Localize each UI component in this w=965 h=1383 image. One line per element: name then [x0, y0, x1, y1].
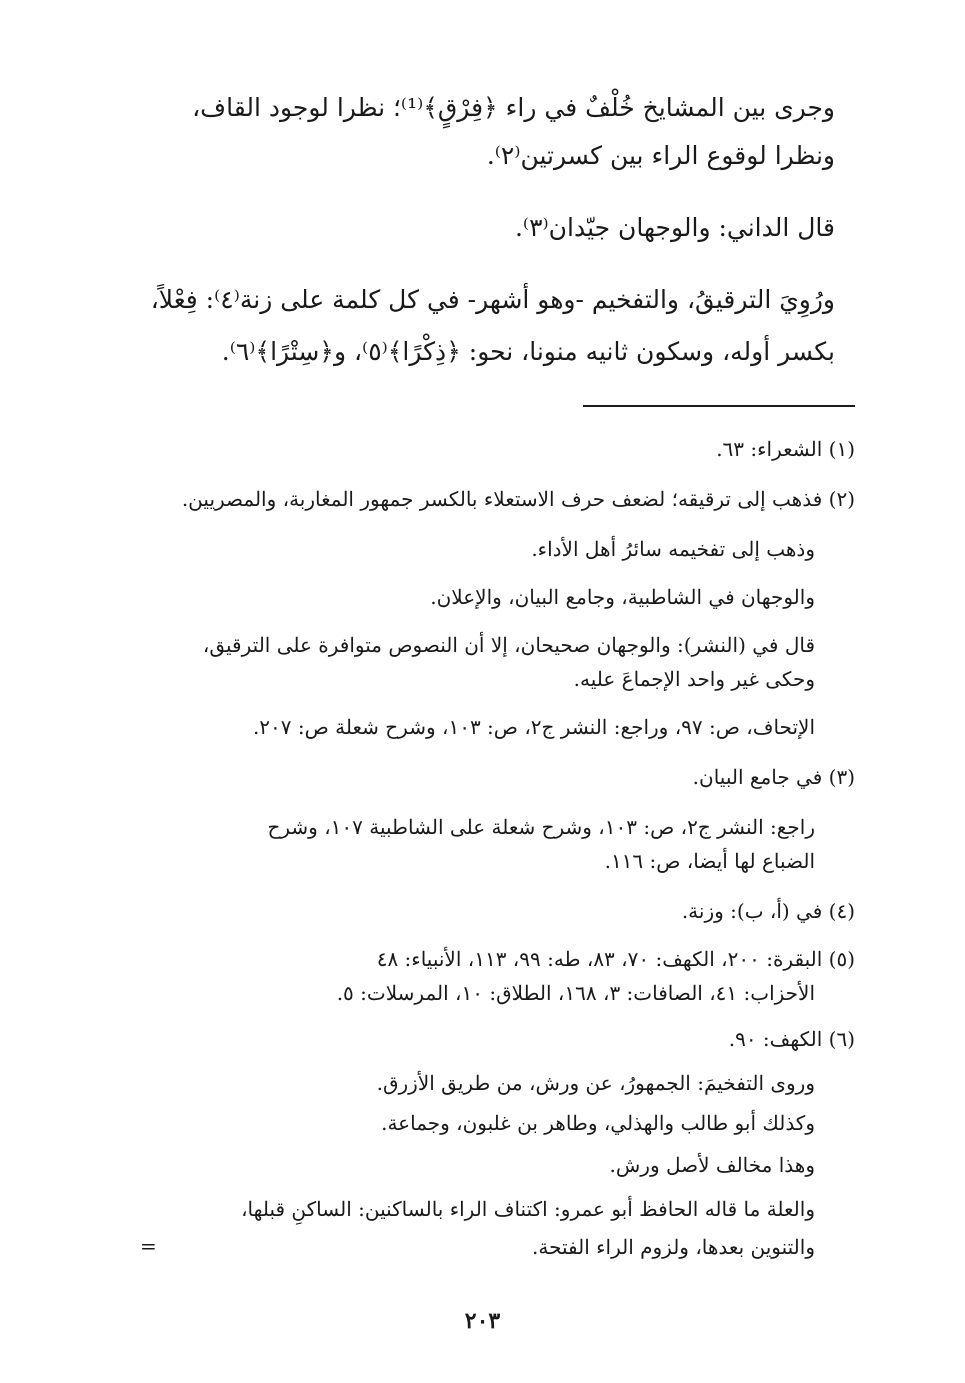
footnote-3-line-2: راجع: النشر ج٢، ص: ١٠٣، وشرح شعلة على الشاطبية ١٠٧، وشرح: [267, 815, 815, 839]
footnote-separator: [583, 405, 855, 407]
body-line-5: بكسر أوله، وسكون ثانيه منونا، نحو: ﴿ذِكْرًا﴾⁽٥⁾، و﴿سِتْرًا﴾⁽٦⁾.: [221, 337, 835, 366]
footnote-2: (٢) فذهب إلى ترقيقه؛ لضعف حرف الاستعلاء بالكسر جمهور المغاربة، والمصريين.: [181, 487, 855, 511]
footnote-6-line-5: والعلة ما قاله الحافظ أبو عمرو: اكتناف الراء بالساكنين: الساكنِ قبلها،: [241, 1197, 815, 1221]
footnote-6-line-6: والتنوين بعدها، ولزوم الراء الفتحة.: [531, 1235, 815, 1259]
continuation-mark: =: [140, 1234, 157, 1258]
footnote-2-line-4: قال في (النشر): والوجهان صحيحان، إلا أن النصوص متوافرة على الترقيق،: [202, 633, 815, 657]
footnote-5: (٥) البقرة: ٢٠٠، الكهف: ٧٠، ٨٣، طه: ٩٩، ١١٣، الأنبياء: ٤٨: [376, 947, 855, 971]
footnote-4: (٤) في (أ، ب): وزنة.: [681, 899, 855, 923]
footnote-1: (١) الشعراء: ٦٣.: [716, 437, 855, 461]
footnote-6-line-2: وروى التفخيمَ: الجمهورُ، عن ورش، من طريق الأزرق.: [376, 1071, 815, 1095]
footnote-3: (٣) في جامع البيان.: [692, 765, 855, 789]
footnote-6-line-3: وكذلك أبو طالب والهذلي، وطاهر بن غلبون، وجماعة.: [381, 1111, 815, 1135]
footnote-2-line-6: الإتحاف، ص: ٩٧، وراجع: النشر ج٢، ص: ١٠٣، وشرح شعلة ص: ٢٠٧.: [252, 715, 815, 739]
page-number: ٢٠٣: [464, 1308, 501, 1334]
body-line-4: ورُوِيَ الترقيقُ، والتفخيم -وهو أشهر- في كل كلمة على زنة⁽٤⁾: فِعْلاً،: [150, 285, 835, 314]
footnote-5-line-2: الأحزاب: ٤١، الصافات: ٣، ١٦٨، الطلاق: ١٠، المرسلات: ٥.: [336, 981, 815, 1005]
footnote-2-line-2: وذهب إلى تفخيمه سائرُ أهل الأداء.: [531, 537, 815, 561]
footnote-3-line-3: الضباع لها أيضا، ص: ١١٦.: [604, 849, 815, 873]
footnote-6-line-4: وهذا مخالف لأصل ورش.: [609, 1153, 815, 1177]
body-line-2: ونظرا لوقوع الراء بين كسرتين⁽٢⁾.: [486, 141, 835, 170]
footnote-2-line-3: والوجهان في الشاطبية، وجامع البيان، والإعلان.: [430, 585, 815, 609]
body-line-1: وجرى بين المشايخ خُلْفٌ في راء ﴿فِرْقٍ﴾⁽¹⁾؛ نظرا لوجود القاف،: [192, 93, 835, 122]
footnote-2-line-5: وحكى غير واحد الإجماعَ عليه.: [573, 667, 815, 691]
footnote-6: (٦) الكهف: ٩٠.: [728, 1027, 855, 1051]
body-line-3: قال الداني: والوجهان جيّدان⁽٣⁾.: [514, 213, 835, 242]
